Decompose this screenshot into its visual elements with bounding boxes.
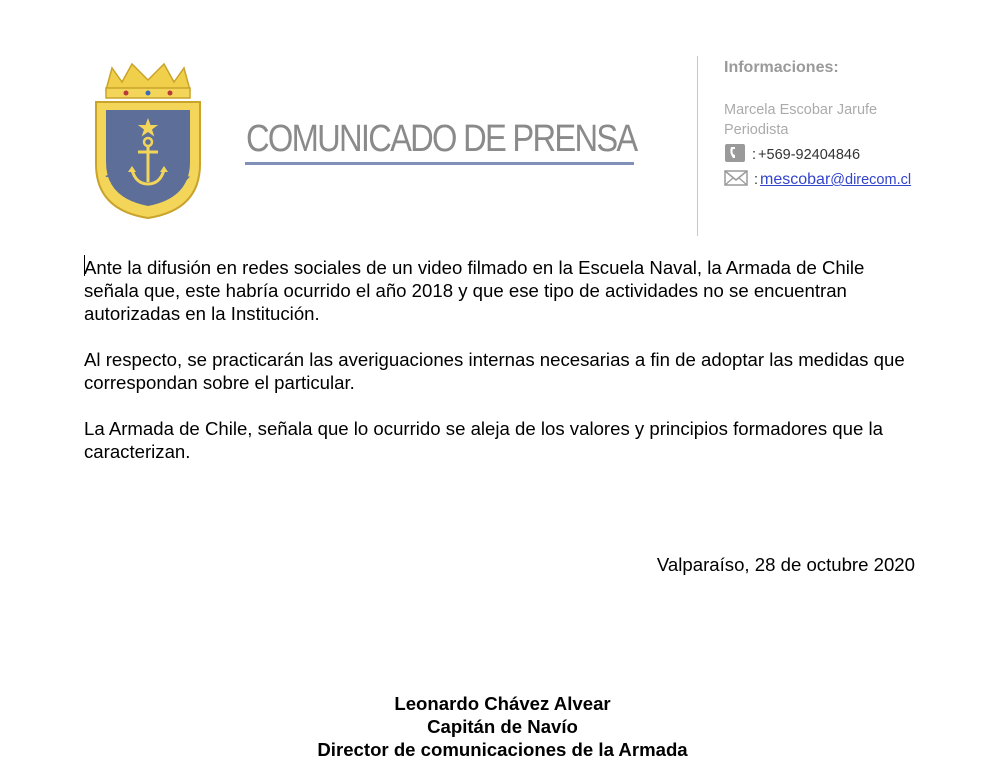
svg-text:ARMADA DE CHILE: ARMADA DE CHILE (103, 171, 193, 204)
body-paragraph: La Armada de Chile, señala que lo ocurrido se aleja de los valores y principios formadores que la caracterizan. (84, 418, 883, 462)
title-underline (245, 162, 634, 165)
contact-phone-row (724, 143, 860, 167)
envelope-icon (724, 169, 748, 191)
press-release-body (84, 256, 914, 486)
press-release-title: COMUNICADO DE PRENSA (246, 118, 637, 160)
contact-phone: +569-92404846 (758, 147, 861, 163)
contact-email-link-user[interactable]: mescobar (760, 171, 831, 188)
signatory-rank: Capitán de Navío (427, 716, 578, 737)
phone-icon (724, 143, 746, 167)
signature-block (0, 692, 1005, 761)
header-divider (697, 56, 698, 236)
navy-crest-logo (92, 60, 204, 220)
email-separator: : (754, 172, 759, 188)
contact-email-row (724, 169, 911, 191)
contact-heading: Informaciones: (724, 59, 839, 76)
body-paragraph: Ante la difusión en redes sociales de un video filmado en la Escuela Naval, la Armada de Chile señala que, este habría ocurrido el año 2018 y que ese tipo de actividades no se encuentran autorizadas en la Institución. (84, 257, 865, 324)
place-and-date: Valparaíso, 28 de octubre 2020 (656, 554, 915, 575)
contact-role: Periodista (724, 122, 789, 138)
contact-name: Marcela Escobar Jarufe (724, 102, 878, 118)
body-paragraph: Al respecto, se practicarán las averiguaciones internas necesarias a fin de adoptar las medidas que correspondan sobre el particular. (84, 349, 905, 393)
phone-separator: : (752, 147, 757, 163)
contact-email-link-domain[interactable]: @direcom.cl (830, 172, 912, 188)
signatory-position: Director de comunicaciones de la Armada (317, 739, 688, 760)
signatory-name: Leonardo Chávez Alvear (394, 693, 611, 714)
